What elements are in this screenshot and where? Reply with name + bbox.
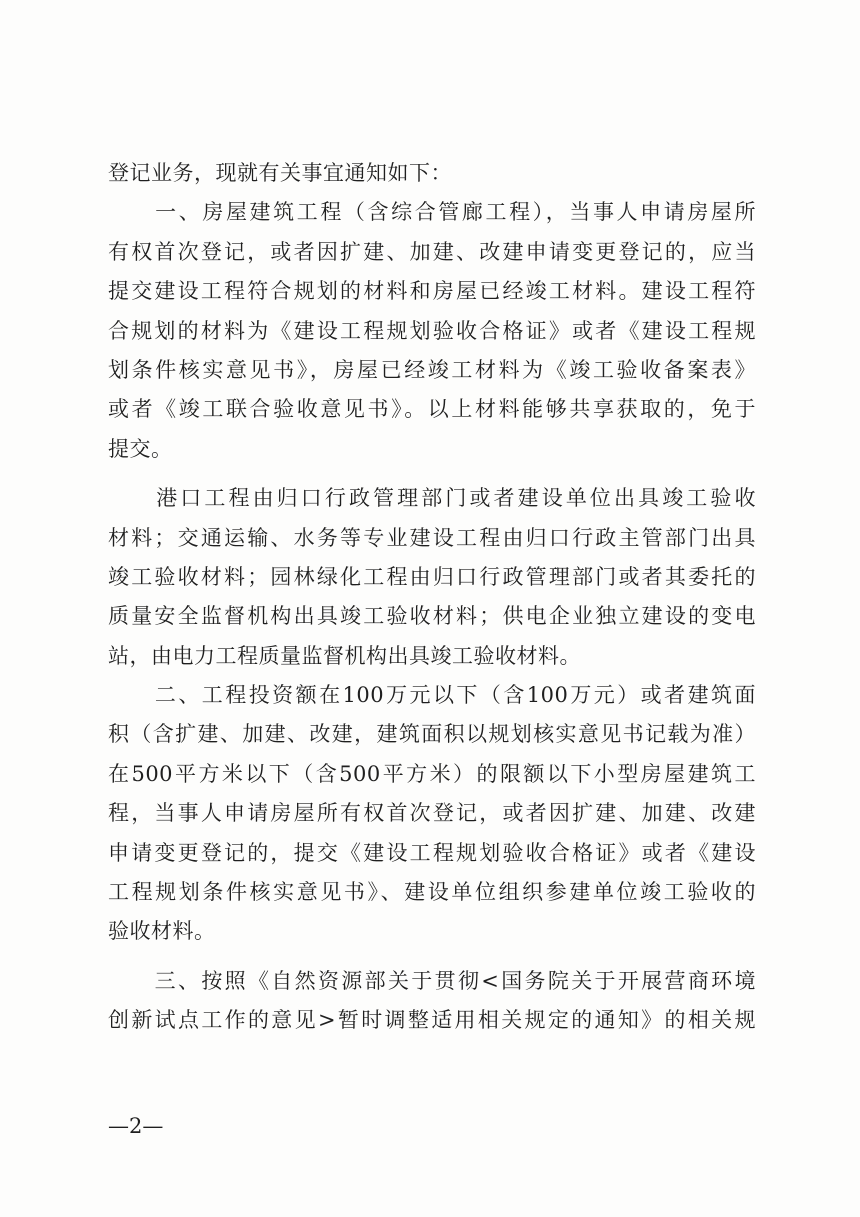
text-line: 材料；交通运输、水务等专业建设工程由归口行政主管部门出具 xyxy=(108,525,756,550)
paragraph-item-two xyxy=(108,676,756,952)
text-line: 质量安全监督机构出具竣工验收材料；供电企业独立建设的变电 xyxy=(108,604,756,629)
text-line: 提交。 xyxy=(108,436,173,461)
text-line: 创新试点工作的意见>暂时调整适用相关规定的通知》的相关规 xyxy=(108,1008,756,1033)
text-line: 港口工程由归口行政管理部门或者建设单位出具竣工验收 xyxy=(108,486,756,511)
text-line: 三、按照《自然资源部关于贯彻<国务院关于开展营商环境 xyxy=(108,968,756,993)
text-line: 提交建设工程符合规划的材料和房屋已经竣工材料。建设工程符 xyxy=(108,279,756,304)
text-line: 一、房屋建筑工程（含综合管廊工程），当事人申请房屋所 xyxy=(108,200,756,225)
text-line: 合规划的材料为《建设工程规划验收合格证》或者《建设工程规 xyxy=(108,318,756,343)
text-line: 积（含扩建、加建、改建，建筑面积以规划核实意见书记载为准） xyxy=(108,722,756,747)
paragraph-port-engineering xyxy=(108,479,756,676)
paragraph-item-three xyxy=(108,962,756,1041)
text-line: 验收材料。 xyxy=(108,919,216,944)
document-body xyxy=(108,154,756,1041)
paragraph-item-one xyxy=(108,193,756,469)
text-line: 登记业务，现就有关事宜通知如下： xyxy=(108,161,452,185)
paragraph-intro xyxy=(108,154,756,193)
text-line: 或者《竣工联合验收意见书》。以上材料能够共享获取的，免于 xyxy=(108,397,756,422)
text-line: 在500平方米以下（含500平方米）的限额以下小型房屋建筑工 xyxy=(108,761,756,786)
text-line: 竣工验收材料；园林绿化工程由归口行政管理部门或者其委托的 xyxy=(108,564,756,589)
text-line: 申请变更登记的，提交《建设工程规划验收合格证》或者《建设 xyxy=(108,840,756,865)
text-line: 有权首次登记，或者因扩建、加建、改建申请变更登记的，应当 xyxy=(108,239,756,264)
text-line: 站，由电力工程质量监督机构出具竣工验收材料。 xyxy=(108,643,581,668)
text-line: 工程规划条件核实意见书》、建设单位组织参建单位竣工验收的 xyxy=(108,880,756,905)
text-line: 程，当事人申请房屋所有权首次登记，或者因扩建、加建、改建 xyxy=(108,801,756,826)
page-number: —2— xyxy=(108,1114,164,1138)
text-line: 划条件核实意见书》，房屋已经竣工材料为《竣工验收备案表》 xyxy=(108,357,756,382)
text-line: 二、工程投资额在100万元以下（含100万元）或者建筑面 xyxy=(108,683,756,708)
